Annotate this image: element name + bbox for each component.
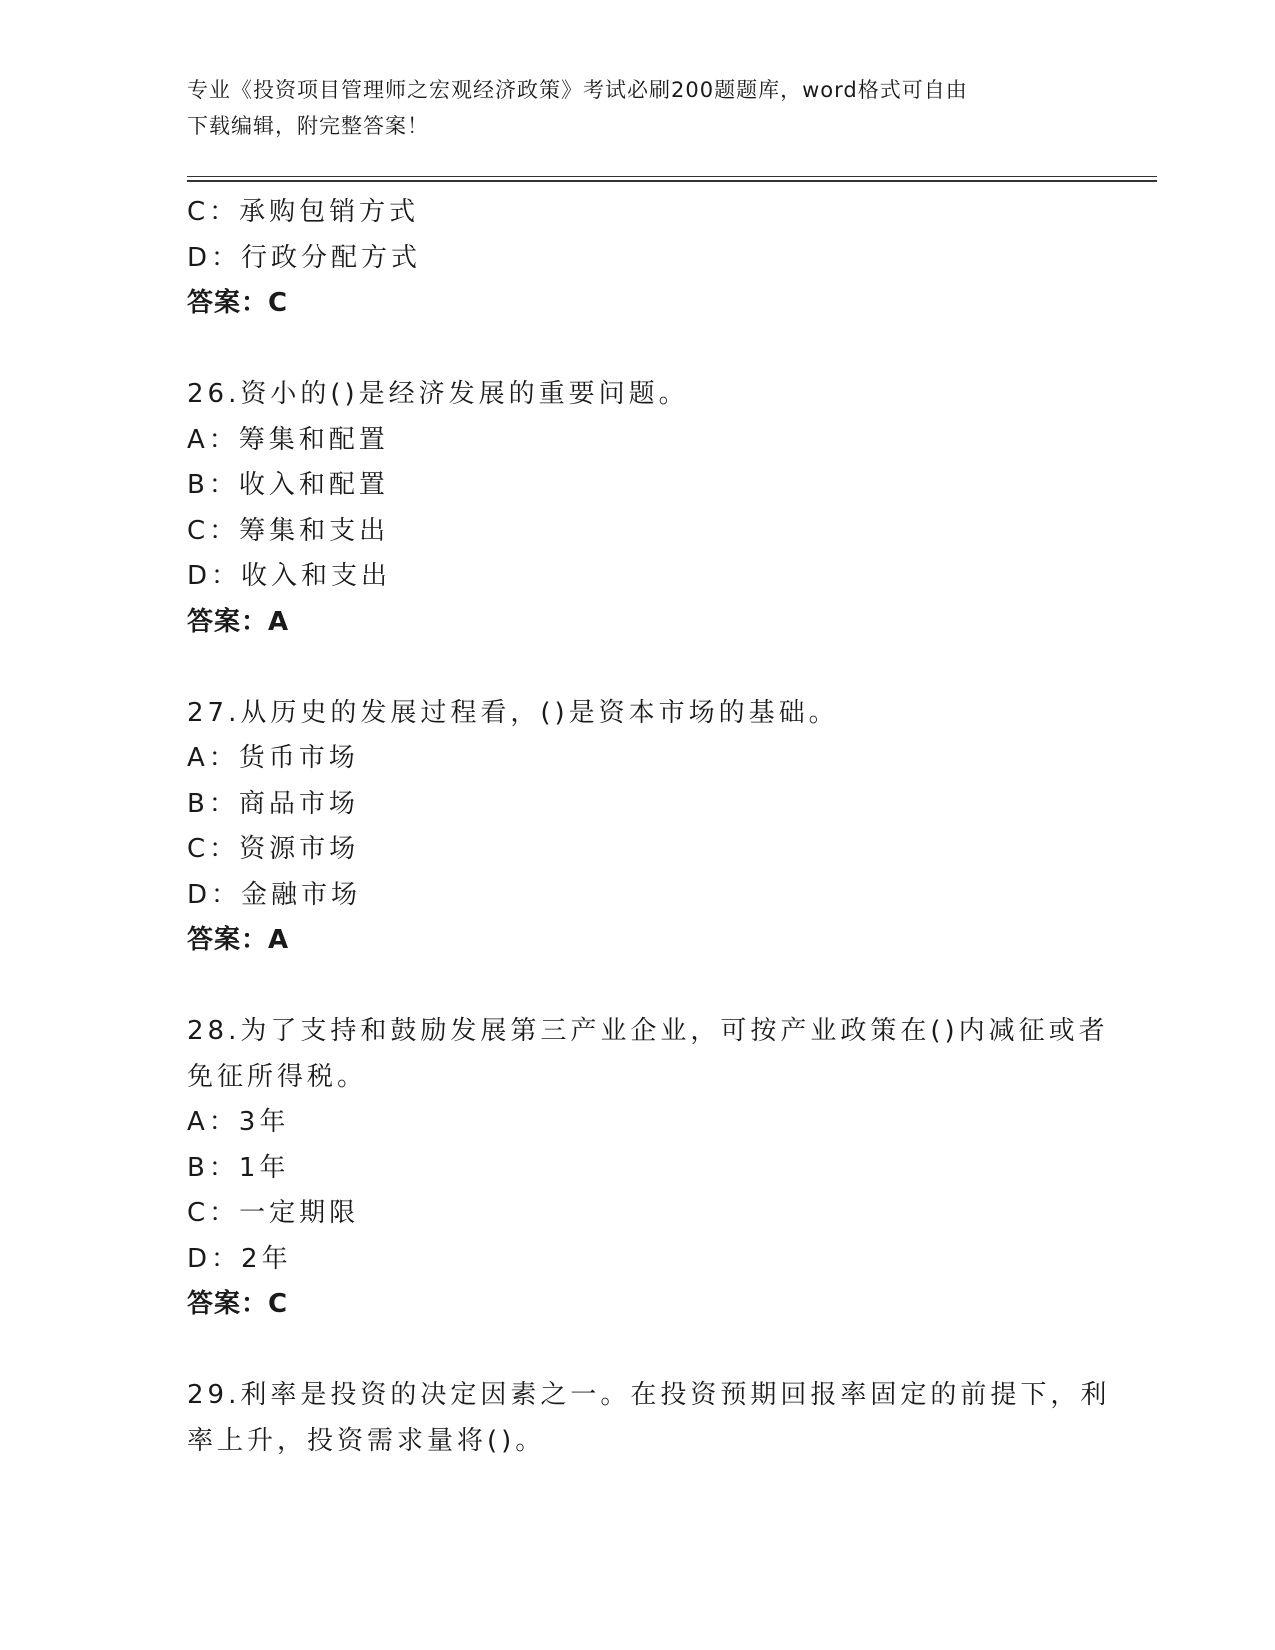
question-list <box>187 190 1111 1464</box>
answer: 答案：C <box>187 1289 289 1319</box>
question-26 <box>187 372 1087 645</box>
option-b: B：收入和配置 <box>187 470 389 500</box>
question-27 <box>187 691 1087 964</box>
option-c: C：筹集和支出 <box>187 515 390 546</box>
header-rule-thick <box>187 180 1157 182</box>
option-c: C：资源市场 <box>187 834 360 864</box>
option-b: B：1年 <box>187 1152 290 1183</box>
question-29 <box>187 1373 1111 1464</box>
spacer <box>187 327 1087 373</box>
question-stem-line-2: 免征所得税。 <box>187 1061 368 1092</box>
header-line-1: 专业《投资项目管理师之宏观经济政策》考试必刷200题题库，word格式可自由 <box>187 78 968 102</box>
question-stem: 26.资小的()是经济发展的重要问题。 <box>187 379 689 409</box>
question-stem-line-2: 率上升，投资需求量将()。 <box>187 1425 546 1456</box>
option-b: B：商品市场 <box>187 788 359 819</box>
answer: 答案：A <box>187 606 290 637</box>
spacer <box>187 1328 1087 1374</box>
option-d: D：金融市场 <box>187 879 362 910</box>
option-c: C：一定期限 <box>187 1198 360 1228</box>
option-a: A：货币市场 <box>187 743 359 773</box>
header-line-2: 下载编辑，附完整答案！ <box>187 114 429 138</box>
question-stem-line-1: 29.利率是投资的决定因素之一。在投资预期回报率固定的前提下，利 <box>187 1380 1111 1410</box>
spacer <box>187 645 1087 691</box>
option-d: D：行政分配方式 <box>187 242 422 273</box>
option-d: D：收入和支出 <box>187 561 392 591</box>
answer: 答案：A <box>187 925 290 955</box>
question-stem: 27.从历史的发展过程看，()是资本市场的基础。 <box>187 697 839 728</box>
answer: 答案：C <box>187 288 289 318</box>
header-rule-thin <box>187 176 1157 177</box>
option-a: A：3年 <box>187 1107 290 1137</box>
question-25-tail <box>187 190 1087 327</box>
option-c: C：承购包销方式 <box>187 197 420 227</box>
option-a: A：筹集和配置 <box>187 424 389 455</box>
spacer <box>187 964 1087 1010</box>
option-d: D：2年 <box>187 1243 292 1274</box>
question-28 <box>187 1009 1109 1328</box>
document-header <box>187 72 1067 144</box>
question-stem-line-1: 28.为了支持和鼓励发展第三产业企业，可按产业政策在()内减征或者 <box>187 1016 1109 1046</box>
